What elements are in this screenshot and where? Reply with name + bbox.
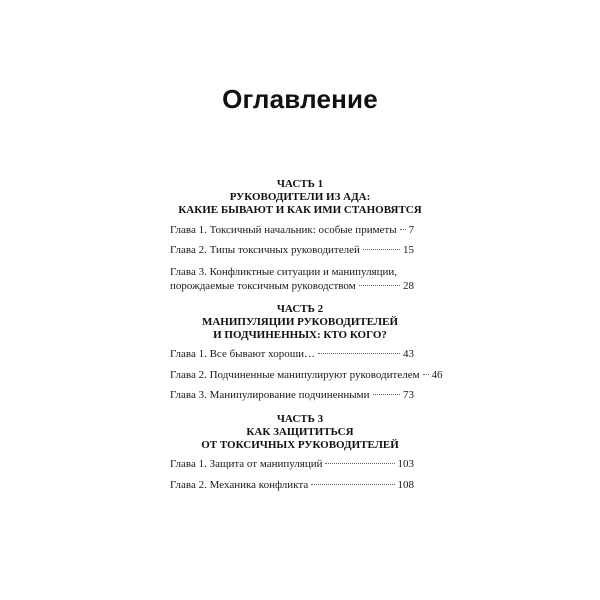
toc-entry[interactable]: [170, 243, 414, 257]
page-number: 15: [403, 244, 414, 256]
chapter-title: Глава 1. Все бывают хороши…: [170, 348, 316, 360]
page-number: 28: [403, 280, 414, 292]
dot-leader: [373, 394, 400, 395]
part-heading-line: КАК ЗАЩИТИТЬСЯ: [246, 426, 354, 438]
dot-leader: [400, 229, 406, 230]
chapter-title: порождаемые токсичным руководством: [170, 280, 356, 292]
part-label: ЧАСТЬ 2: [276, 303, 324, 315]
dot-leader: [359, 285, 400, 286]
toc-entry[interactable]: [170, 347, 414, 361]
toc-entry[interactable]: [170, 457, 414, 471]
page-number: 7: [408, 224, 415, 236]
dot-leader: [423, 374, 429, 375]
toc-entry[interactable]: [170, 368, 443, 382]
chapter-title: Глава 1. Защита от манипуляций: [170, 458, 323, 470]
part-heading-line: КАКИЕ БЫВАЮТ И КАК ИМИ СТАНОВЯТСЯ: [178, 204, 422, 216]
page-number: 73: [403, 389, 414, 401]
chapter-title: Глава 2. Механика конфликта: [170, 479, 309, 491]
part-3-heading: [150, 413, 450, 452]
page-number: 43: [403, 348, 414, 360]
part-heading-line: МАНИПУЛЯЦИИ РУКОВОДИТЕЛЕЙ: [201, 316, 399, 328]
page-number: 108: [397, 479, 414, 491]
chapter-title: Глава 2. Типы токсичных руководителей: [170, 244, 360, 256]
chapter-title-line: Глава 3. Конфликтные ситуации и манипуляции,: [170, 266, 398, 278]
dot-leader: [325, 463, 394, 464]
part-label: ЧАСТЬ 1: [276, 178, 324, 190]
toc-entry[interactable]: [170, 478, 414, 492]
dot-leader: [318, 353, 400, 354]
part-heading-line: РУКОВОДИТЕЛИ ИЗ АДА:: [229, 191, 371, 203]
toc-entry[interactable]: [170, 388, 414, 402]
part-heading-line: И ПОДЧИНЕННЫХ: КТО КОГО?: [213, 329, 387, 341]
toc-entry[interactable]: [170, 265, 414, 293]
dot-leader: [363, 249, 400, 250]
page-number: 46: [431, 369, 443, 381]
dot-leader: [311, 484, 394, 485]
toc-entry[interactable]: [170, 223, 414, 237]
chapter-title: Глава 2. Подчиненные манипулируют руководителем: [170, 369, 420, 381]
chapter-title: Глава 1. Токсичный начальник: особые приметы: [170, 224, 397, 236]
part-heading-line: ОТ ТОКСИЧНЫХ РУКОВОДИТЕЛЕЙ: [201, 439, 399, 451]
page-title: Оглавление: [222, 84, 378, 114]
part-2-heading: [150, 303, 450, 342]
part-1-heading: [150, 178, 450, 217]
page-number: 103: [397, 458, 414, 470]
chapter-title: Глава 3. Манипулирование подчиненными: [170, 389, 370, 401]
part-label: ЧАСТЬ 3: [276, 413, 324, 425]
